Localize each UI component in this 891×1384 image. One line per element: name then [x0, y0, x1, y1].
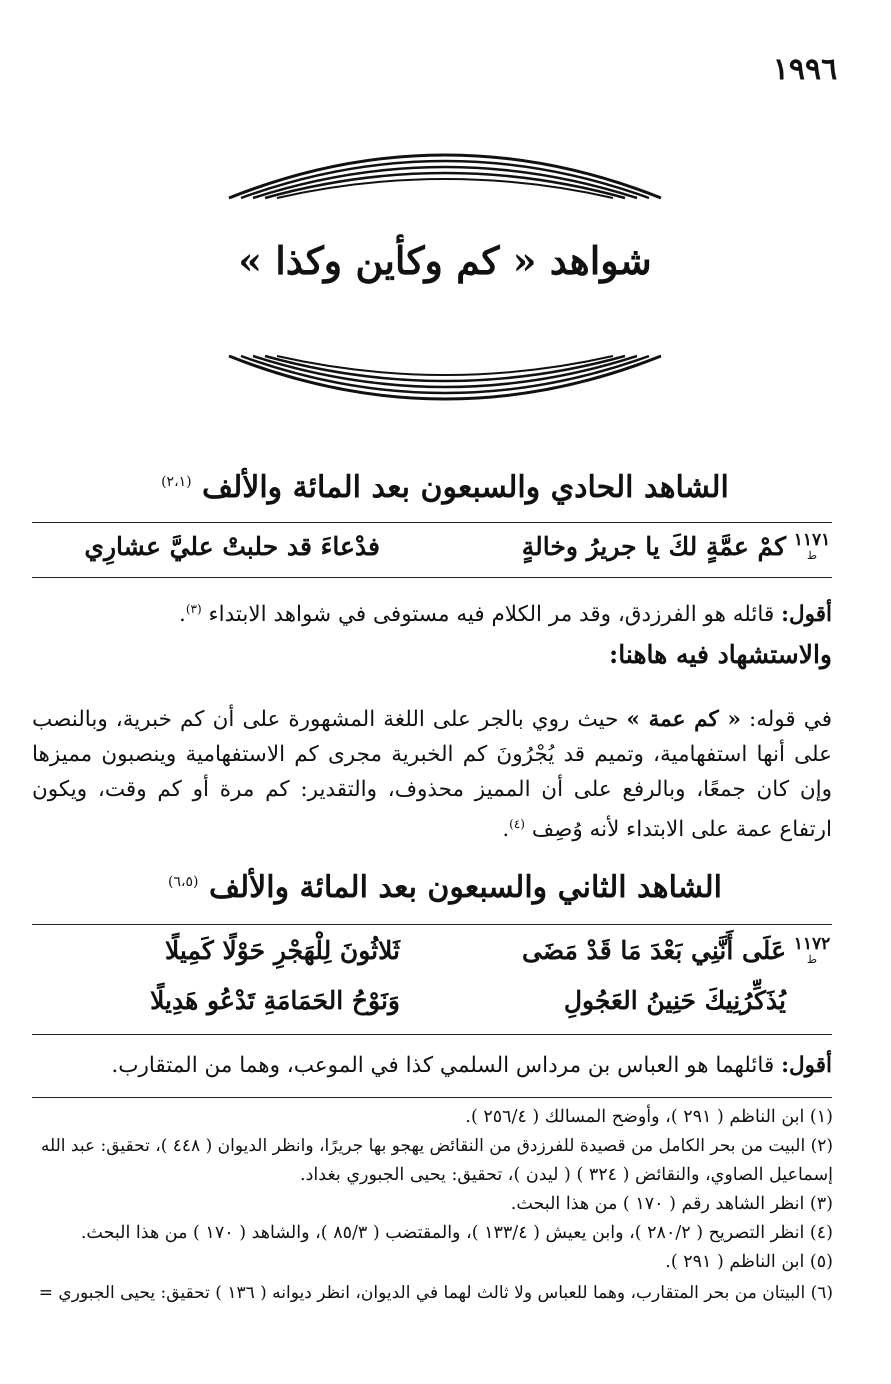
verse-number-1171 — [790, 532, 834, 561]
section-2-heading — [100, 870, 790, 905]
verse-number-text: ١١٧١ — [793, 530, 831, 550]
section-2-heading-note: (٦،٥) — [167, 874, 199, 890]
verse-bottom-rule — [32, 577, 832, 578]
commentary-1171: أقول: قائله هو الفرزدق، وقد مر الكلام فيه مستوفى في شواهد الابتداء $^{(٣)}$. — [179, 602, 832, 628]
verse-2-bottom-rule — [32, 1034, 832, 1035]
footnote-4: (٤) انظر التصريح ( ٢٨٠/٢ )، وابن يعيش ( ١٣٣/٤ )، والمقتضب ( ٨٥/٣ )، والشاهد ( ١٧٠ ) من هذا البحث. — [80, 1223, 833, 1243]
verse-1172-line-2-hemistich-1: يُذَكِّرُنِيكَ حَنِينُ العَجُولِ — [563, 986, 786, 1015]
verse-top-rule — [32, 522, 832, 523]
para-quote: « كم عمة » — [626, 707, 741, 732]
footnote-separator — [32, 1097, 832, 1098]
verse-1171-hemistich-2: فدْعاءَ قد حلبتْ عليَّ عشارِي — [84, 532, 380, 561]
verse-2-top-rule — [32, 924, 832, 925]
section-1-heading — [100, 470, 790, 505]
verse-mark: ط — [806, 952, 818, 966]
verse-1172-line-1-hemistich-1: عَلَى أَنَّنِي بَعْدَ مَا قَدْ مَضَى — [522, 936, 786, 965]
section-1-heading-text: الشاهد الحادي والسبعون بعد المائة والألف — [202, 470, 729, 505]
commentary-1172 — [32, 1048, 832, 1083]
section-2-heading-text: الشاهد الثاني والسبعون بعد المائة والألف — [208, 870, 722, 905]
top-arch-ornament — [225, 142, 665, 202]
istishhad-paragraph: في قوله: « كم عمة » حيث روي بالجر على اللغة المشهورة على أن كم خبرية، وبالنصب على أنها استفهامية، وتميم قد يُجْرُونَ كم الخبرية مجرى كم الاستفهامية وينصبون مميزها وإن كان جمعًا، وبالرفع على أن المميز محذوف، والتقدير: كم مرة أو كم وقت، ويكون ارتفاع عمة على الابتداء لأنه وُصِف $^{(٤)}$. — [32, 707, 832, 843]
istishhad-heading: والاستشهاد فيه هاهنا: — [608, 640, 832, 669]
commentary-text: قائلهما هو العباس بن مرداس السلمي كذا في الموعب، وهما من المتقارب. — [111, 1053, 775, 1078]
footnote-6: (٦) البيتان من بحر المتقارب، وهما للعباس ولا ثالث لهما في الديوان، انظر ديوانه ( ١٣٦ ) تحقيق: يحيى الجبوري = — [38, 1283, 833, 1303]
footnote-2: (٢) البيت من بحر الكامل من قصيدة للفرزدق من النقائض يهجو بها جريرًا، وانظر الديوان ( ٤٤٨ )، تحقيق: عبد الله — [40, 1136, 833, 1156]
footnote-5: (٥) ابن الناظم ( ٢٩١ ). — [665, 1252, 833, 1272]
para-note: (٤) — [509, 817, 525, 831]
verse-1172-line-1-hemistich-2: ثَلاثُونَ لِلْهَجْرِ حَوْلًا كَمِيلًا — [164, 936, 400, 965]
commentary-note: (٣) — [185, 602, 202, 616]
verse-number-text: ١١٧٢ — [793, 934, 831, 954]
page-number: ١٩٩٦ — [772, 52, 838, 87]
bottom-arch-ornament — [225, 352, 665, 414]
commentary-label: أقول: — [781, 602, 832, 628]
verse-number-1172 — [790, 936, 834, 965]
para-lead: في قوله: — [748, 707, 832, 732]
commentary-label: أقول: — [781, 1053, 832, 1078]
footnote-2-continued: إسماعيل الصاوي، والنقائض ( ٣٢٤ ) ( ليدن )، تحقيق: يحيى الجبوري بغداد. — [300, 1165, 833, 1185]
verse-1172-line-2-hemistich-2: وَنَوْحُ الحَمَامَةِ تَدْعُو هَدِيلًا — [150, 986, 400, 1015]
verse-mark: ط — [806, 548, 818, 562]
chapter-title: شواهد « كم وكأين وكذا » — [238, 238, 652, 283]
footnote-3: (٣) انظر الشاهد رقم ( ١٧٠ ) من هذا البحث. — [510, 1194, 833, 1214]
para-text: حيث روي بالجر على اللغة المشهورة على أن كم خبرية، وبالنصب على أنها استفهامية، وتميم قد يُجْرُونَ كم الخبرية مجرى كم الاستفهامية وينصبون مميزها وإن كان جمعًا، وبالرفع على أن المميز محذوف، والتقدير: كم مرة أو كم وقت، ويكون ارتفاع عمة على الابتداء لأنه وُصِف — [32, 707, 832, 843]
footnote-1: (١) ابن الناظم ( ٢٩١ )، وأوضح المسالك ( ٢٥٦/٤ ). — [465, 1107, 833, 1127]
section-1-heading-note: (٢،١) — [161, 474, 192, 490]
commentary-text: قائله هو الفرزدق، وقد مر الكلام فيه مستوفى في شواهد الابتداء — [208, 602, 775, 628]
verse-1171-hemistich-1: كمْ عمَّةٍ لكَ يا جريرُ وخالةٍ — [521, 532, 786, 561]
